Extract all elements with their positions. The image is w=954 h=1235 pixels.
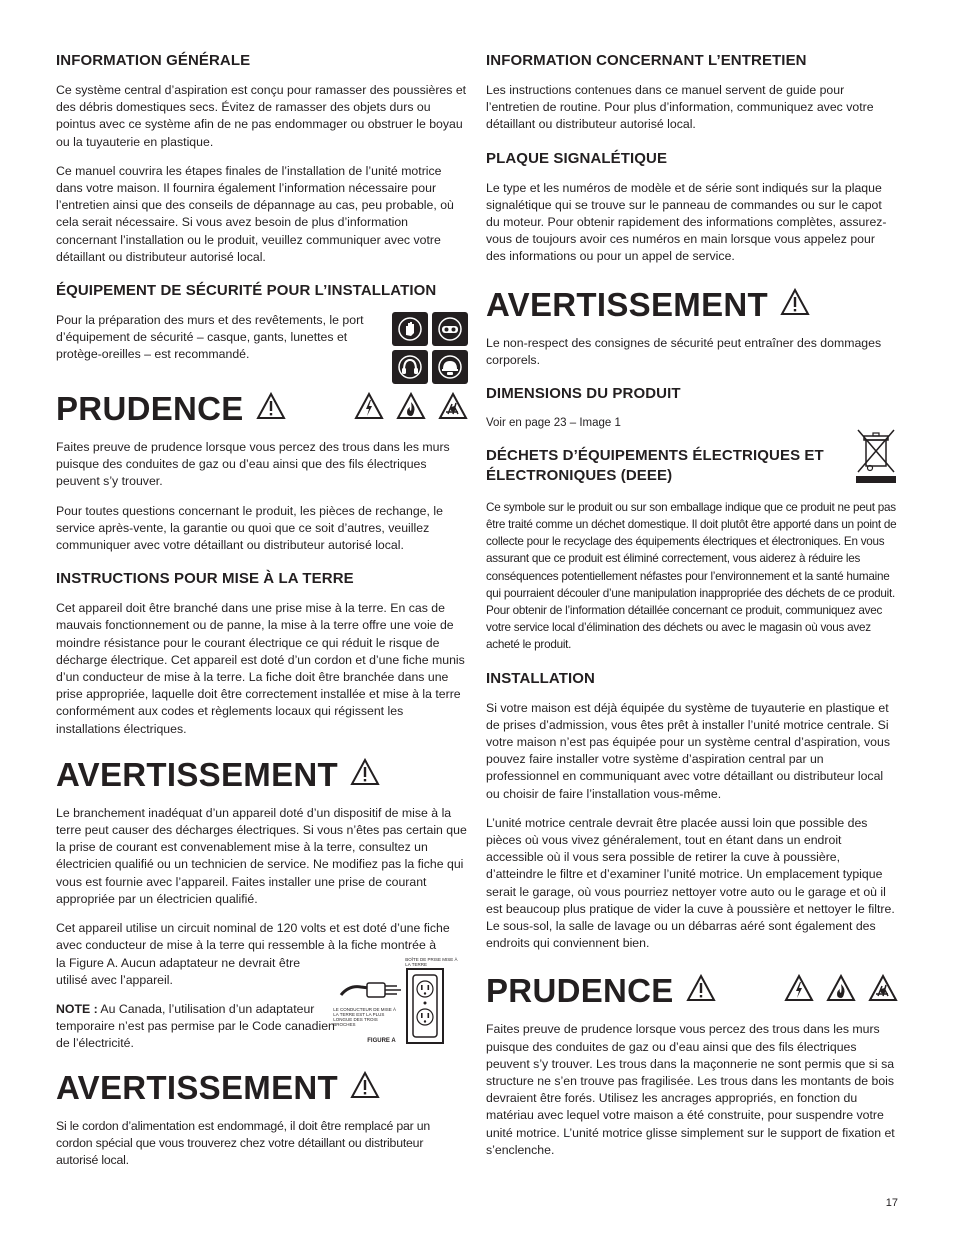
ground-heading: INSTRUCTIONS POUR MISE À LA TERRE (56, 570, 354, 588)
deee-header (486, 446, 898, 499)
left-column (56, 52, 468, 1181)
safety-block (56, 312, 468, 384)
dimensions-paragraph-1: Voir en page 23 – Image 1 (486, 417, 621, 430)
figure-a-area (56, 955, 468, 1065)
ppe-icons (392, 312, 468, 384)
page-number: 17 (885, 1197, 898, 1209)
figure-a-text (56, 955, 335, 1065)
plate-paragraph-1: Le type et les numéros de modèle et de série sont indiqués sur la plaque signalétique qui se trouve sur le panneau de commandes ou sur le capot du moteur. Pour obtenir rapidement des informations complètes, assurez-vous de toujours avoir ces numéros en main lorsque vous appelez pour des informations ou pour un appel de service. (486, 180, 887, 264)
warning-triangle-icon (350, 1071, 380, 1104)
maintenance-heading: INFORMATION CONCERNANT L’ENTRETIEN (486, 52, 807, 69)
figure-caption: FIGURE A (367, 1037, 396, 1044)
warning-triangle-icon (686, 974, 716, 1007)
explosion-hazard-icon (868, 974, 898, 1007)
safety-text: Pour la préparation des murs et des revêtements, le port d’équipement de sécurité – casque, gants, lunettes et protège-oreilles – est recommandé. (56, 313, 364, 362)
helmet-icon (432, 350, 468, 384)
fire-hazard-icon (396, 392, 426, 425)
deee-paragraph-1: Ce symbole sur le produit ou sur son emballage indique que ce produit ne peut pas être traité comme un déchet domestique. Il doit plutôt être apporté dans un point de collecte pour le recyclage des équipements électriques et électroniques. En vous assurant que ce produit est éliminé correctement, vous aiderez à réduire les conséquences potentiellement néfastes pour l’environnement et la santé humaine qui pourraient découler d’une manipulation inappropriée des déchets de ce produit. Pour obtenir de l’information détaillée concernant ce produit, communiquez avec votre service local d’élimination des déchets ou avec le magasin où vous avez acheté le produit. (486, 500, 897, 652)
warning-heading-1: AVERTISSEMENT (56, 755, 338, 793)
crossed-bin-icon (854, 426, 898, 491)
warning-triangle-icon (780, 288, 810, 321)
outlet-plug-illustration (339, 955, 469, 1045)
warning-heading-2: AVERTISSEMENT (56, 1068, 338, 1106)
warning2-paragraph-1: Si le cordon d’alimentation est endommagé, il doit être remplacé par un cordon spécial que vous trouverez chez votre détaillant ou distributeur autorisé local. (56, 1118, 431, 1167)
right-column (486, 52, 898, 1171)
caution-right-paragraph-1: Faites preuve de prudence lorsque vous percez des trous dans les murs puisque des conduites de gaz ou d’eau ainsi que des fils électriques peuvent s’y trouver. Les trous dans la maçonnerie ne sont permis que si sa structure ne s’en trouve pas fragilisée. Les trous dans les montants de bois devraient être forés. Utilisez les ancrages appropriés, en fonction du matériau avec lequel votre maison a été construite, pour suspendre votre unité motrice. L’unité motrice glisse simplement sur le support de fixation et s’enclenche. (486, 1022, 895, 1157)
electric-hazard-icon (354, 392, 384, 425)
ear-protection-icon (392, 350, 428, 384)
warning-triangle-icon (350, 758, 380, 791)
warning1-paragraph-2b: la Figure A. Aucun adaptateur ne devrait être utilisé avec l’appareil. (56, 955, 301, 987)
warning-heading-right: AVERTISSEMENT (486, 285, 768, 323)
warning-right-paragraph-1: Le non-respect des consignes de sécurité peut entraîner des dommages corporels. (486, 335, 882, 367)
explosion-hazard-icon (438, 392, 468, 425)
figure-a (333, 955, 468, 1055)
goggles-icon (432, 312, 468, 346)
caution-paragraph-2: Pour toutes questions concernant le produit, les pièces de rechange, le service après-vente, la garantie ou quoi que ce soit d’autres, veuillez communiquer avec votre détaillant ou distributeur autorisé local. (56, 503, 443, 553)
deee-heading: DÉCHETS D’ÉQUIPEMENTS ÉLECTRIQUES ET ÉLECTRONIQUES (DEEE) (486, 447, 824, 485)
note-label: NOTE : (56, 1001, 98, 1016)
plate-heading: PLAQUE SIGNALÉTIQUE (486, 149, 668, 167)
caution-banner-right (486, 972, 898, 1010)
caution-banner (56, 390, 468, 428)
note-text: Au Canada, l’utilisation d’un adaptateur temporaire n’est pas permise par le Code canadien de l’électricité. (56, 1001, 335, 1051)
dimensions-heading: DIMENSIONS DU PRODUIT (486, 385, 681, 403)
warning-triangle-icon (256, 392, 286, 425)
installation-paragraph-1: Si votre maison est déjà équipée du système de tuyauterie en plastique et de prises d’admission, vous êtes prêt à installer l’unité motrice centrale. Si votre maison n’est pas équipée pour un système central d’aspiration, vous pouvez faire installer votre système d’aspiration central par un professionnel en communiquant avec votre détaillant ou distributeur local ou choisir de faire l’installation vous-même. (486, 700, 890, 801)
installation-paragraph-2: L’unité motrice centrale devrait être placée aussi loin que possible des pièces où vous vivez généralement, tout en étant dans un endroit accessible où il vous sera possible de retirer la cuve à poussière, d’atteindre le filtre et d’examiner l’unité motrice. Un emplacement typique serait le garage, où vous pourriez nettoyer votre auto ou le garage et où il est beaucoup plus pratique de vider la cuve à poussière et nettoyer le filtre. Le sous-sol, la salle de lavage ou un débarras aéré sont également des endroits qui conviennent bien. (486, 815, 895, 951)
caution-paragraph-1: Faites preuve de prudence lorsque vous percez des trous dans les murs puisque des conduites de gaz ou d’eau ainsi que des fils électriques peuvent s’y trouver. (56, 440, 450, 489)
installation-heading: INSTALLATION (486, 669, 595, 687)
general-paragraph-2: Ce manuel couvrira les étapes finales de l’installation de l’unité motrice dans votre maison. Il fournira également l’information nécessaire pour l’entretien ainsi que des conseils de dépannage au cas, peu probable, où cela serait nécessaire. Si vous avez besoin de plus d’information concernant l’installation ou le produit, veuillez communiquer avec votre détaillant ou distributeur autorisé local. (56, 163, 454, 264)
general-heading: INFORMATION GÉNÉRALE (56, 52, 251, 69)
warning-banner-1 (56, 755, 468, 793)
figure-box-label: BOÎTE DE PRISE MISE À LA TERRE (405, 956, 458, 967)
fire-hazard-icon (826, 974, 856, 1007)
electric-hazard-icon (784, 974, 814, 1007)
ground-paragraph-1: Cet appareil doit être branché dans une prise mise à la terre. En cas de mauvais fonctionnement ou de panne, la mise à la terre offre une voie de moindre résistance pour le courant électrique ce qui réduit le risque de décharge électrique. Cet appareil est doté d’un cordon et d’une fiche munis d’un conducteur de mise à la terre. La fiche doit être branchée dans une prise appropriée, laquelle doit être correctement installée et mise à la terre conformément aux codes et règlements locaux qui régissent les installations électriques. (56, 601, 465, 736)
general-paragraph-1: Ce système central d’aspiration est conçu pour ramasser des poussières et des débris domestiques secs. Évitez de ramasser des objets durs ou pointus avec ce système afin de ne pas endommager ou obstruer le boyau ou la tuyauterie en plastique. (56, 83, 467, 149)
maintenance-paragraph-1: Les instructions contenues dans ce manuel servent de guide pour l’entretien de routine. Pour plus d’information, communiquez avec votre détaillant ou distributeur autorisé local. (486, 83, 874, 132)
note-paragraph (56, 1001, 335, 1053)
caution-heading-right: PRUDENCE (486, 972, 674, 1010)
warning-banner-right (486, 285, 898, 323)
warning-banner-2 (56, 1068, 468, 1106)
safety-heading: ÉQUIPEMENT DE SÉCURITÉ POUR L’INSTALLATION (56, 282, 437, 300)
caution-heading: PRUDENCE (56, 390, 244, 428)
warning1-paragraph-2a: Cet appareil utilise un circuit nominal de 120 volts et est doté d’une fiche avec conducteur de mise à la terre qui ressemble à la fiche montrée à (56, 921, 450, 953)
figure-conductor-label: LE CONDUCTEUR DE MISE À LA TERRE EST LA PLUS LONGUE DES TROIS BROCHES (333, 1006, 397, 1027)
gloves-icon (392, 312, 428, 346)
warning1-paragraph-1: Le branchement inadéquat d’un appareil doté d’un dispositif de mise à la terre peut causer des décharges électriques. Si vous n’êtes pas certain que la prise de courant est convenablement mise à la terre, consultez un électricien qualifié ou un technicien de service. Ne modifiez pas la fiche qui vous est fournie avec l’appareil. Faites installer une prise de courant appropriée par un électricien qualifié. (56, 805, 467, 906)
